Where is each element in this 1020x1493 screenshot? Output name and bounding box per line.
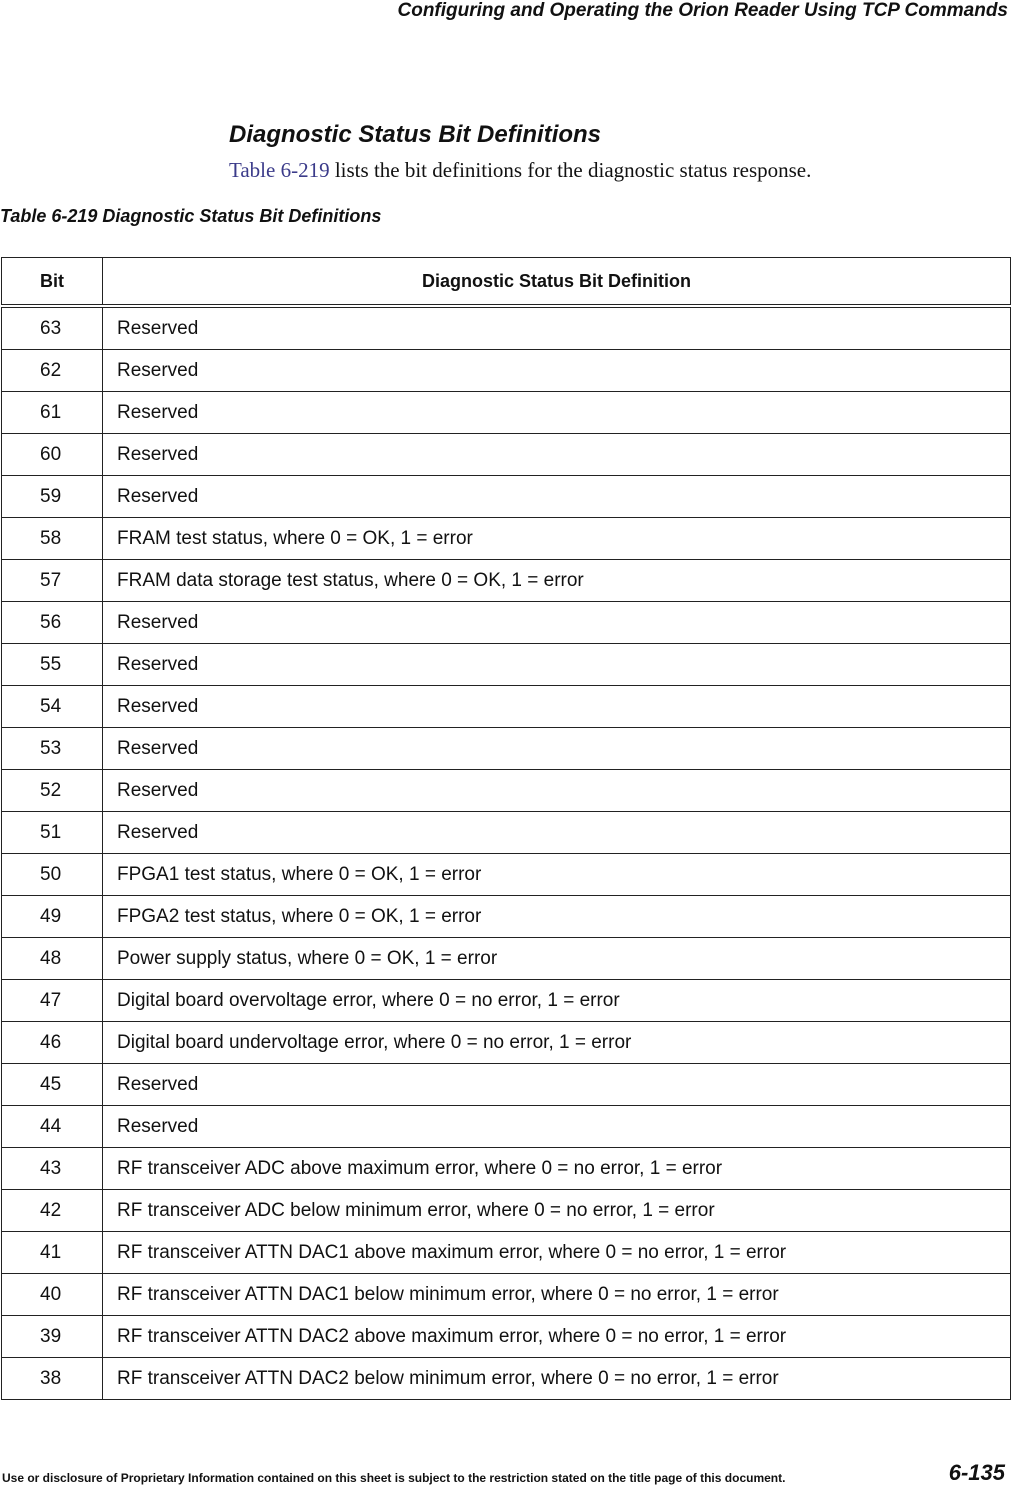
column-header-definition: Diagnostic Status Bit Definition <box>103 258 1011 307</box>
intro-text: lists the bit definitions for the diagnostic status response. <box>329 158 812 182</box>
table-row <box>2 518 1011 560</box>
table-row <box>2 686 1011 728</box>
section-title: Diagnostic Status Bit Definitions <box>229 121 602 148</box>
bit-number-cell: 61 <box>2 392 103 434</box>
bit-definition-cell: Power supply status, where 0 = OK, 1 = error <box>103 938 1011 980</box>
running-header: Configuring and Operating the Orion Reader Using TCP Commands <box>397 0 1008 21</box>
bit-number-cell: 49 <box>2 896 103 938</box>
bit-definition-cell: Reserved <box>103 306 1011 350</box>
table-row <box>2 770 1011 812</box>
bit-number-cell: 63 <box>2 306 103 350</box>
bit-number-cell: 51 <box>2 812 103 854</box>
table-row <box>2 1148 1011 1190</box>
bit-definition-cell: Reserved <box>103 686 1011 728</box>
bit-definition-cell: Reserved <box>103 770 1011 812</box>
page-number: 6-135 <box>948 1460 1005 1485</box>
table-row <box>2 854 1011 896</box>
bit-number-cell: 38 <box>2 1358 103 1400</box>
bit-definition-cell: FPGA1 test status, where 0 = OK, 1 = error <box>103 854 1011 896</box>
bit-definition-cell: Digital board undervoltage error, where 0 = no error, 1 = error <box>103 1022 1011 1064</box>
bit-definition-cell: RF transceiver ATTN DAC2 above maximum error, where 0 = no error, 1 = error <box>103 1316 1011 1358</box>
bit-number-cell: 47 <box>2 980 103 1022</box>
bit-number-cell: 52 <box>2 770 103 812</box>
table-row <box>2 1232 1011 1274</box>
bit-number-cell: 48 <box>2 938 103 980</box>
bit-definition-cell: Reserved <box>103 476 1011 518</box>
table-body <box>2 306 1011 1400</box>
bit-definition-cell: FRAM data storage test status, where 0 = OK, 1 = error <box>103 560 1011 602</box>
bit-definition-cell: RF transceiver ATTN DAC2 below minimum error, where 0 = no error, 1 = error <box>103 1358 1011 1400</box>
bit-number-cell: 50 <box>2 854 103 896</box>
bit-definition-cell: RF transceiver ATTN DAC1 below minimum error, where 0 = no error, 1 = error <box>103 1274 1011 1316</box>
bit-definition-cell: FPGA2 test status, where 0 = OK, 1 = error <box>103 896 1011 938</box>
bit-number-cell: 39 <box>2 1316 103 1358</box>
bit-definition-cell: Reserved <box>103 392 1011 434</box>
bit-number-cell: 56 <box>2 602 103 644</box>
table-row <box>2 644 1011 686</box>
table-row <box>2 938 1011 980</box>
bit-number-cell: 42 <box>2 1190 103 1232</box>
bit-definition-cell: Reserved <box>103 1106 1011 1148</box>
table-caption: Table 6-219 Diagnostic Status Bit Definitions <box>0 206 382 226</box>
table-row <box>2 392 1011 434</box>
table-row <box>2 812 1011 854</box>
bit-number-cell: 59 <box>2 476 103 518</box>
bit-definition-cell: Reserved <box>103 434 1011 476</box>
table-row <box>2 476 1011 518</box>
bit-number-cell: 54 <box>2 686 103 728</box>
table-row <box>2 728 1011 770</box>
bit-definition-cell: RF transceiver ATTN DAC1 above maximum error, where 0 = no error, 1 = error <box>103 1232 1011 1274</box>
table-row <box>2 350 1011 392</box>
column-header-bit: Bit <box>2 258 103 307</box>
bit-number-cell: 44 <box>2 1106 103 1148</box>
intro-paragraph <box>229 158 811 183</box>
table-row <box>2 1274 1011 1316</box>
table-row <box>2 1022 1011 1064</box>
bit-number-cell: 40 <box>2 1274 103 1316</box>
bit-number-cell: 41 <box>2 1232 103 1274</box>
bit-number-cell: 45 <box>2 1064 103 1106</box>
table-row <box>2 434 1011 476</box>
table-row <box>2 1316 1011 1358</box>
table-row <box>2 602 1011 644</box>
diagnostic-status-bit-table <box>1 257 1011 1400</box>
bit-definition-cell: Reserved <box>103 350 1011 392</box>
table-row <box>2 980 1011 1022</box>
bit-definition-cell: Reserved <box>103 728 1011 770</box>
bit-definition-cell: RF transceiver ADC above maximum error, where 0 = no error, 1 = error <box>103 1148 1011 1190</box>
bit-definition-cell: Reserved <box>103 1064 1011 1106</box>
table-header-row <box>2 258 1011 307</box>
table-row <box>2 1190 1011 1232</box>
table-row <box>2 1358 1011 1400</box>
bit-number-cell: 60 <box>2 434 103 476</box>
table-row <box>2 1064 1011 1106</box>
bit-number-cell: 53 <box>2 728 103 770</box>
bit-number-cell: 58 <box>2 518 103 560</box>
table-row <box>2 306 1011 350</box>
bit-number-cell: 43 <box>2 1148 103 1190</box>
table-cross-reference-link[interactable]: Table 6-219 <box>229 158 330 182</box>
bit-number-cell: 57 <box>2 560 103 602</box>
bit-definition-cell: RF transceiver ADC below minimum error, where 0 = no error, 1 = error <box>103 1190 1011 1232</box>
bit-definition-cell: Reserved <box>103 644 1011 686</box>
bit-definition-cell: FRAM test status, where 0 = OK, 1 = error <box>103 518 1011 560</box>
bit-definition-cell: Reserved <box>103 602 1011 644</box>
bit-number-cell: 55 <box>2 644 103 686</box>
bit-number-cell: 62 <box>2 350 103 392</box>
bit-definition-cell: Reserved <box>103 812 1011 854</box>
bit-number-cell: 46 <box>2 1022 103 1064</box>
table-row <box>2 896 1011 938</box>
table-row <box>2 1106 1011 1148</box>
proprietary-notice: Use or disclosure of Proprietary Information contained on this sheet is subject to the restriction stated on the title page of this document. <box>2 1471 786 1485</box>
table-row <box>2 560 1011 602</box>
bit-definition-cell: Digital board overvoltage error, where 0 = no error, 1 = error <box>103 980 1011 1022</box>
